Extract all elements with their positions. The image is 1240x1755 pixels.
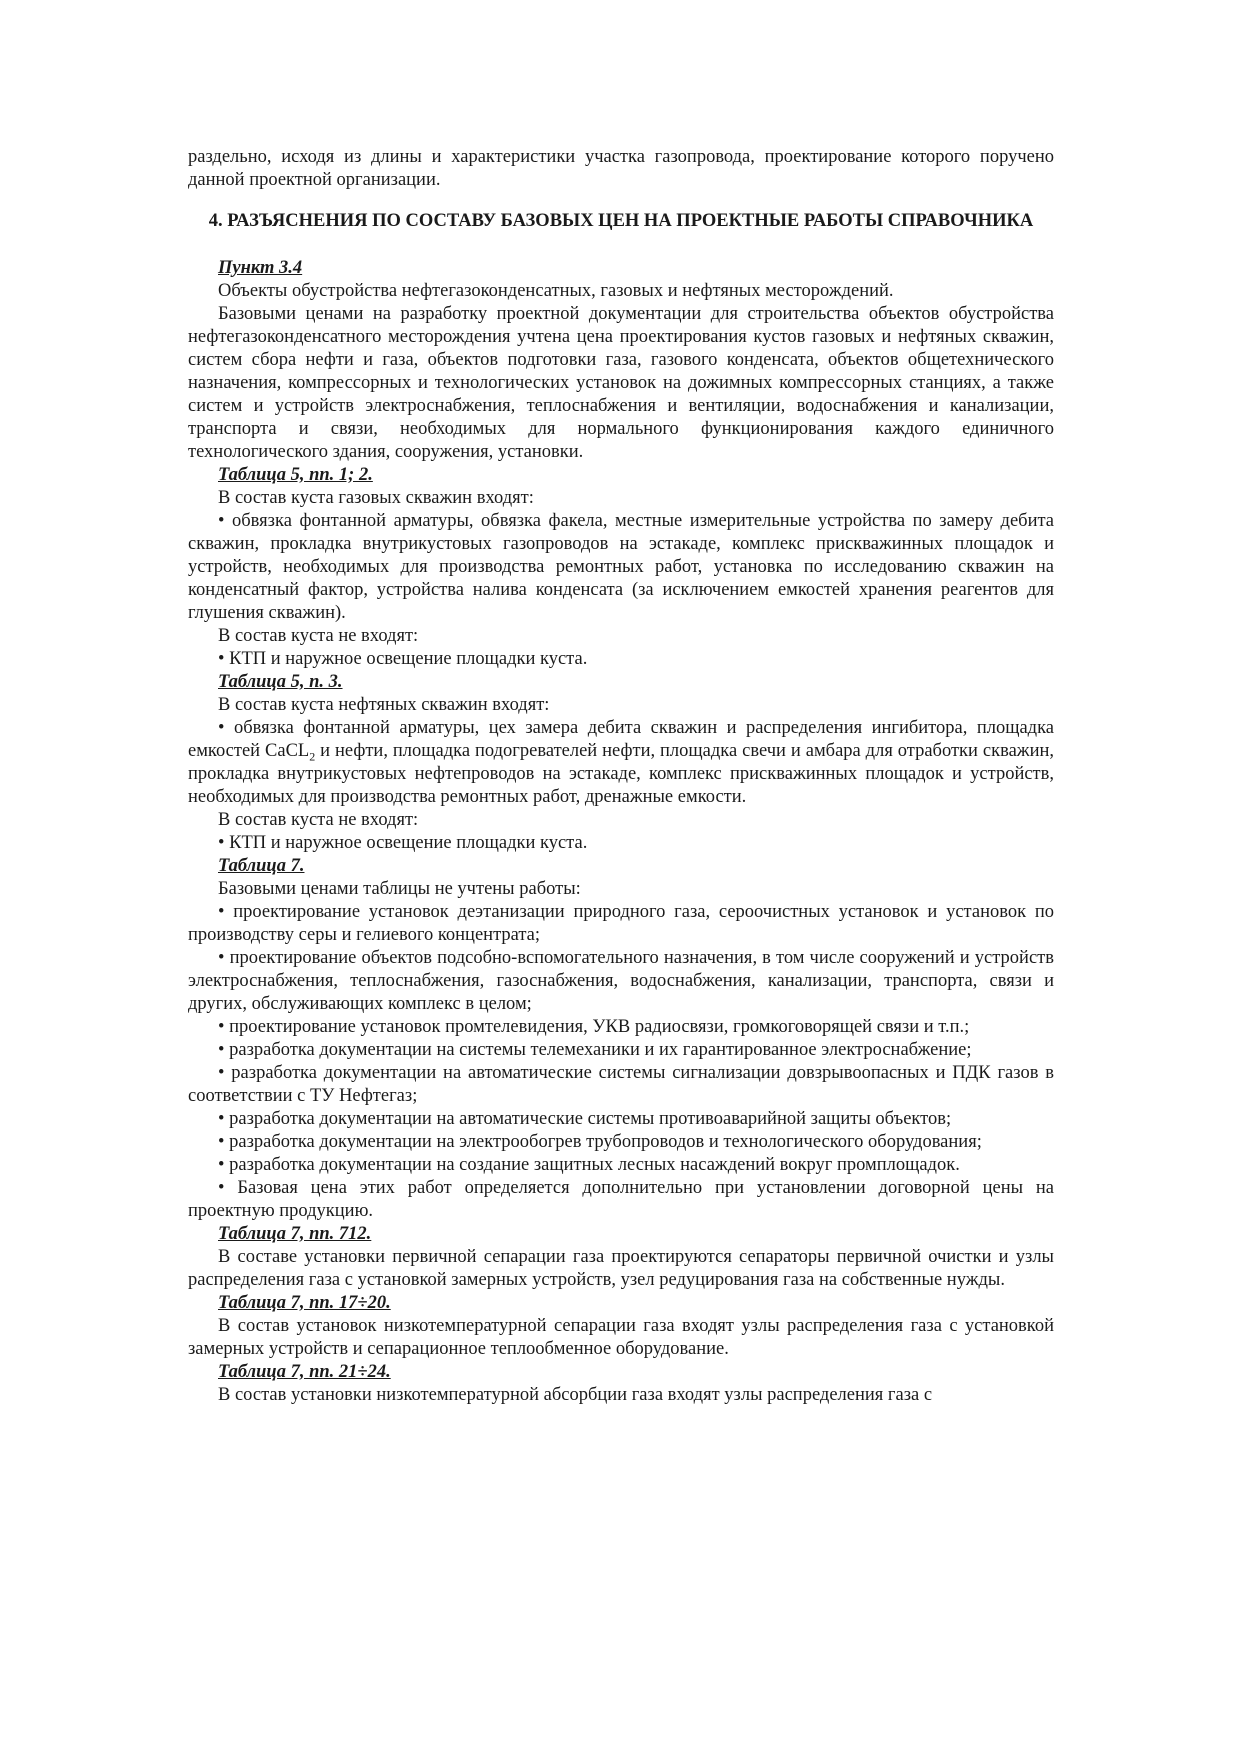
section-heading: 4. РАЗЪЯСНЕНИЯ ПО СОСТАВУ БАЗОВЫХ ЦЕН НА ПРОЕКТНЫЕ РАБОТЫ СПРАВОЧНИКА <box>208 211 1034 231</box>
paragraph: • Базовая цена этих работ определяется дополнительно при установлении договорной цены на проектную продукцию. <box>188 1178 1054 1221</box>
subsection-heading: Таблица 7, пп. 17÷20. <box>218 1293 391 1313</box>
paragraph: • проектирование установок деэтанизации природного газа, сероочистных установок и установок по производству серы и гелиевого концентрата; <box>188 902 1054 945</box>
paragraph: • обвязка фонтанной арматуры, обвязка факела, местные измерительные устройства по замеру дебита скважин, прокладка внутрикустовых газопроводов на эстакаде, комплекс прискважинных площадок и устройств, необходимых для производства ремонтных работ, установка по исследованию скважин на конденсатный фактор, устройства налива конденсата (за исключением емкостей хранения реагентов для глушения скважин). <box>188 511 1054 623</box>
paragraph: В состав куста не входят: <box>218 626 419 646</box>
paragraph: Объекты обустройства нефтегазоконденсатных, газовых и нефтяных месторождений. <box>218 281 894 301</box>
subsection-heading: Таблица 5, п. 3. <box>218 672 343 692</box>
paragraph: В состав куста газовых скважин входят: <box>218 488 534 508</box>
subsection-heading: Таблица 7, пп. 712. <box>218 1224 372 1244</box>
paragraph: • разработка документации на создание защитных лесных насаждений вокруг промплощадок. <box>218 1155 960 1175</box>
paragraph: • разработка документации на системы телемеханики и их гарантированное электроснабжение; <box>218 1040 972 1060</box>
subscript: 2 <box>309 749 316 764</box>
paragraph: В составе установки первичной сепарации газа проектируются сепараторы первичной очистки и узлы распределения газа с установкой замерных устройств, узел редуцирования газа на собственные нужды. <box>188 1247 1054 1290</box>
paragraph: • разработка документации на автоматические системы сигнализации довзрывоопасных и ПДК газов в соответствии с ТУ Нефтегаз; <box>188 1063 1054 1106</box>
paragraph: В состав установок низкотемпературной сепарации газа входят узлы распределения газа с установкой замерных устройств и сепарационное теплообменное оборудование. <box>188 1316 1054 1359</box>
paragraph: • разработка документации на электрообогрев трубопроводов и технологического оборудования; <box>218 1132 982 1152</box>
paragraph: В состав куста нефтяных скважин входят: <box>218 695 550 715</box>
subsection-heading: Пункт 3.4 <box>218 258 303 278</box>
paragraph-text: и нефти, площадка подогревателей нефти, площадка свечи и амбара для отработки скважин, прокладка внутрикустовых нефтепроводов на эстакаде, комплекс прискважинных площадок и устройств, необходимых для производства ремонтных работ, дренажные емкости. <box>188 741 1055 807</box>
paragraph-text: • обвязка фонтанной арматуры, цех замера дебита скважин и распределения ингибитора, площадка емкостей CaCL <box>188 718 1054 761</box>
document-body <box>188 146 1054 1407</box>
subsection-heading: Таблица 7, пп. 21÷24. <box>218 1362 391 1382</box>
paragraph: Базовыми ценами таблицы не учтены работы: <box>218 879 581 899</box>
paragraph: раздельно, исходя из длины и характеристики участка газопровода, проектирование которого поручено данной проектной организации. <box>188 147 1054 190</box>
paragraph: • КТП и наружное освещение площадки куста. <box>218 833 588 853</box>
paragraph: • разработка документации на автоматические системы противоаварийной защиты объектов; <box>218 1109 952 1129</box>
paragraph: • проектирование установок промтелевидения, УКВ радиосвязи, громкоговорящей связи и т.п.; <box>218 1017 970 1037</box>
paragraph <box>188 717 1054 809</box>
paragraph: • КТП и наружное освещение площадки куста. <box>218 649 588 669</box>
paragraph: В состав установки низкотемпературной абсорбции газа входят узлы распределения газа с <box>218 1385 933 1405</box>
subsection-heading: Таблица 5, пп. 1; 2. <box>218 465 373 485</box>
paragraph: Базовыми ценами на разработку проектной документации для строительства объектов обустройства нефтегазоконденсатного месторождения учтена цена проектирования кустов газовых и нефтяных скважин, систем сбора нефти и газа, объектов подготовки газа, газового конденсата, объектов общетехнического назначения, компрессорных и технологических установок на дожимных компрессорных станциях, а также систем и устройств электроснабжения, теплоснабжения и вентиляции, водоснабжения и канализации, транспорта и связи, необходимых для нормального функционирования каждого единичного технологического здания, сооружения, установки. <box>188 304 1054 462</box>
paragraph: В состав куста не входят: <box>218 810 419 830</box>
subsection-heading: Таблица 7. <box>218 856 305 876</box>
paragraph: • проектирование объектов подсобно-вспомогательного назначения, в том числе сооружений и устройств электроснабжения, теплоснабжения, газоснабжения, водоснабжения, канализации, транспорта, связи и других, обслуживающих комплекс в целом; <box>188 948 1054 1014</box>
